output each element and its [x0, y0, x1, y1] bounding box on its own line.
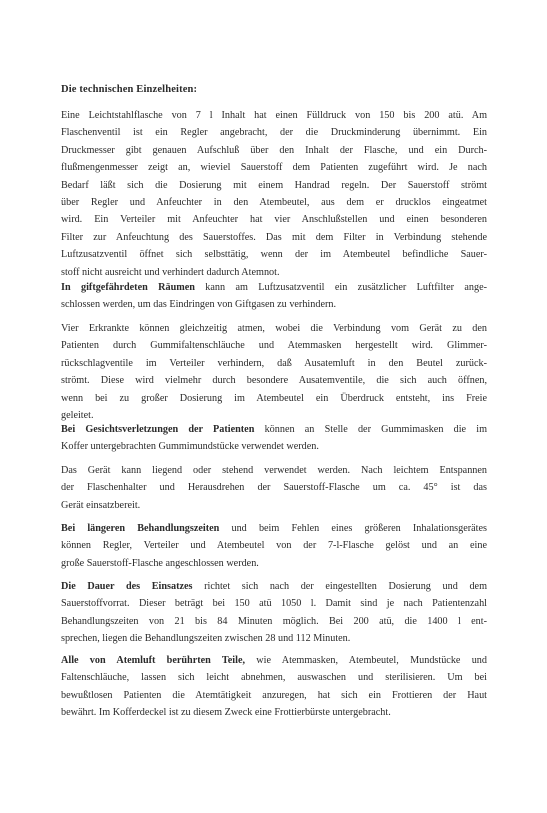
paragraph — [61, 652, 487, 722]
text-line: große Sauerstoff-Flasche angeschlossen werden. — [61, 557, 259, 569]
text-line: bewährt. Im Kofferdeckel ist zu diesem Zweck eine Frottierbürste untergebracht. — [61, 707, 391, 719]
text-line: bewußtlosen Patienten die Atemtätigkeit anzuregen, hat sich ein Frottieren der Haut — [61, 689, 487, 701]
text-line: Faltenschläuche, lassen sich leicht abnehmen, auswaschen und sterilisieren. Um bei — [61, 672, 487, 684]
text-line: der Flaschenhalter und Herausdrehen der Sauerstoff-Flasche um ca. 45° ist das — [61, 482, 487, 494]
paragraph-lead: In giftgefährdeten Räumen — [61, 282, 195, 293]
line-text: kann am Luftzusatzventil ein zusätzlicher Luftfilter ange- — [194, 282, 488, 293]
text-line — [61, 520, 487, 537]
paragraph — [61, 107, 487, 281]
text-line: rückschlagventile im Verteiler verhindern, daß Ausatemluft in den Beutel zurück- — [61, 357, 487, 369]
text-line: können Regler, Verteiler und Atembeutel von der 7-l-Flasche gelöst und an eine — [61, 540, 487, 552]
text-line: wird. Ein Verteiler mit Anfeuchter hat vier Anschlußstellen und einen besonderen — [61, 214, 487, 226]
text-line — [61, 279, 487, 296]
line-text: wie Atemmasken, Atembeutel, Mundstücke und — [245, 655, 487, 666]
text-line: Druckmesser gibt genauen Aufschluß über den Inhalt der Flasche, und ein Durch- — [61, 144, 487, 156]
line-text: richtet sich nach der eingestellten Dosierung und dem — [192, 581, 487, 592]
paragraph — [61, 320, 487, 424]
text-line: sprechen, liegen die Behandlungszeiten zwischen 28 und 112 Minuten. — [61, 633, 351, 645]
paragraph — [61, 421, 487, 456]
text-line: Flaschenventil ist ein Regler angebracht, der die Druckminderung übernimmt. Ein — [61, 127, 487, 139]
line-text: und beim Fehlen eines größeren Inhalationsgerätes — [219, 523, 487, 534]
text-line: Gerät einsatzbereit. — [61, 499, 141, 511]
text-line: Das Gerät kann liegend oder stehend verwendet werden. Nach leichtem Entspannen — [61, 465, 487, 476]
text-line: Luftzusatzventil öffnet sich selbsttätig, wenn der im Atembeutel befindliche Sauer- — [61, 249, 487, 261]
text-line — [61, 421, 487, 438]
text-line: Sauerstoffvorrat. Dieser beträgt bei 150 atü 1050 l. Damit sind je nach Patientenzahl — [61, 598, 487, 610]
text-line: wenn bei zu großer Dosierung im Atembeutel ein Überdruck entsteht, ins Freie — [61, 392, 487, 404]
paragraph-lead: Die Dauer des Einsatzes — [61, 581, 193, 592]
text-line: stoff nicht ausreicht und verhindert dadurch Atemnot. — [61, 266, 280, 278]
paragraph-lead: Alle von Atemluft berührten Teile, — [61, 655, 246, 666]
text-line: über Regler und Anfeuchter in den Atembeutel, aus dem er drucklos eingeatmet — [61, 197, 487, 209]
section-heading: Die technischen Einzelheiten: — [61, 84, 198, 95]
text-line: Eine Leichtstahlflasche von 7 l Inhalt hat einen Fülldruck von 150 bis 200 atü. Am — [61, 110, 487, 121]
line-text: können an Stelle der Gummimasken die im — [254, 424, 488, 435]
text-line: geleitet. — [61, 410, 94, 422]
paragraph-lead: Bei Gesichtsverletzungen der Patienten — [61, 424, 255, 435]
paragraph — [61, 279, 487, 314]
text-line: flußmengenmesser zeigt an, wieviel Sauerstoff dem Patienten zugeführt wird. Je nach — [61, 162, 487, 174]
paragraph — [61, 578, 487, 648]
text-line: schlossen werden, um das Eindringen von Giftgasen zu verhindern. — [61, 299, 336, 311]
text-line: Koffer untergebrachten Gummimundstücke verwendet werden. — [61, 441, 319, 453]
text-line: Filter zur Anfeuchtung des Sauerstoffes. Das mit dem Filter in Verbindung stehende — [61, 231, 487, 243]
paragraph-lead: Bei längeren Behandlungszeiten — [61, 523, 220, 534]
text-line: Bedarf läßt sich die Dosierung mit einem Handrad regeln. Der Sauerstoff strömt — [61, 179, 487, 191]
document-page — [61, 84, 488, 719]
paragraph — [61, 520, 487, 572]
text-line — [61, 578, 487, 595]
text-line: strömt. Diese wird vielmehr durch besondere Ausatemventile, die sich auch öffnen, — [61, 375, 487, 387]
paragraph — [61, 462, 487, 514]
text-line: Behandlungszeiten von 21 bis 84 Minuten möglich. Bei 200 atü, die 1400 l ent- — [61, 615, 487, 627]
text-line — [61, 652, 487, 669]
text-line: Vier Erkrankte können gleichzeitig atmen, wobei die Verbindung vom Gerät zu den — [61, 323, 487, 334]
text-line: Patienten durch Gummifaltenschläuche und Atemmasken hergestellt wird. Glimmer- — [61, 340, 487, 352]
